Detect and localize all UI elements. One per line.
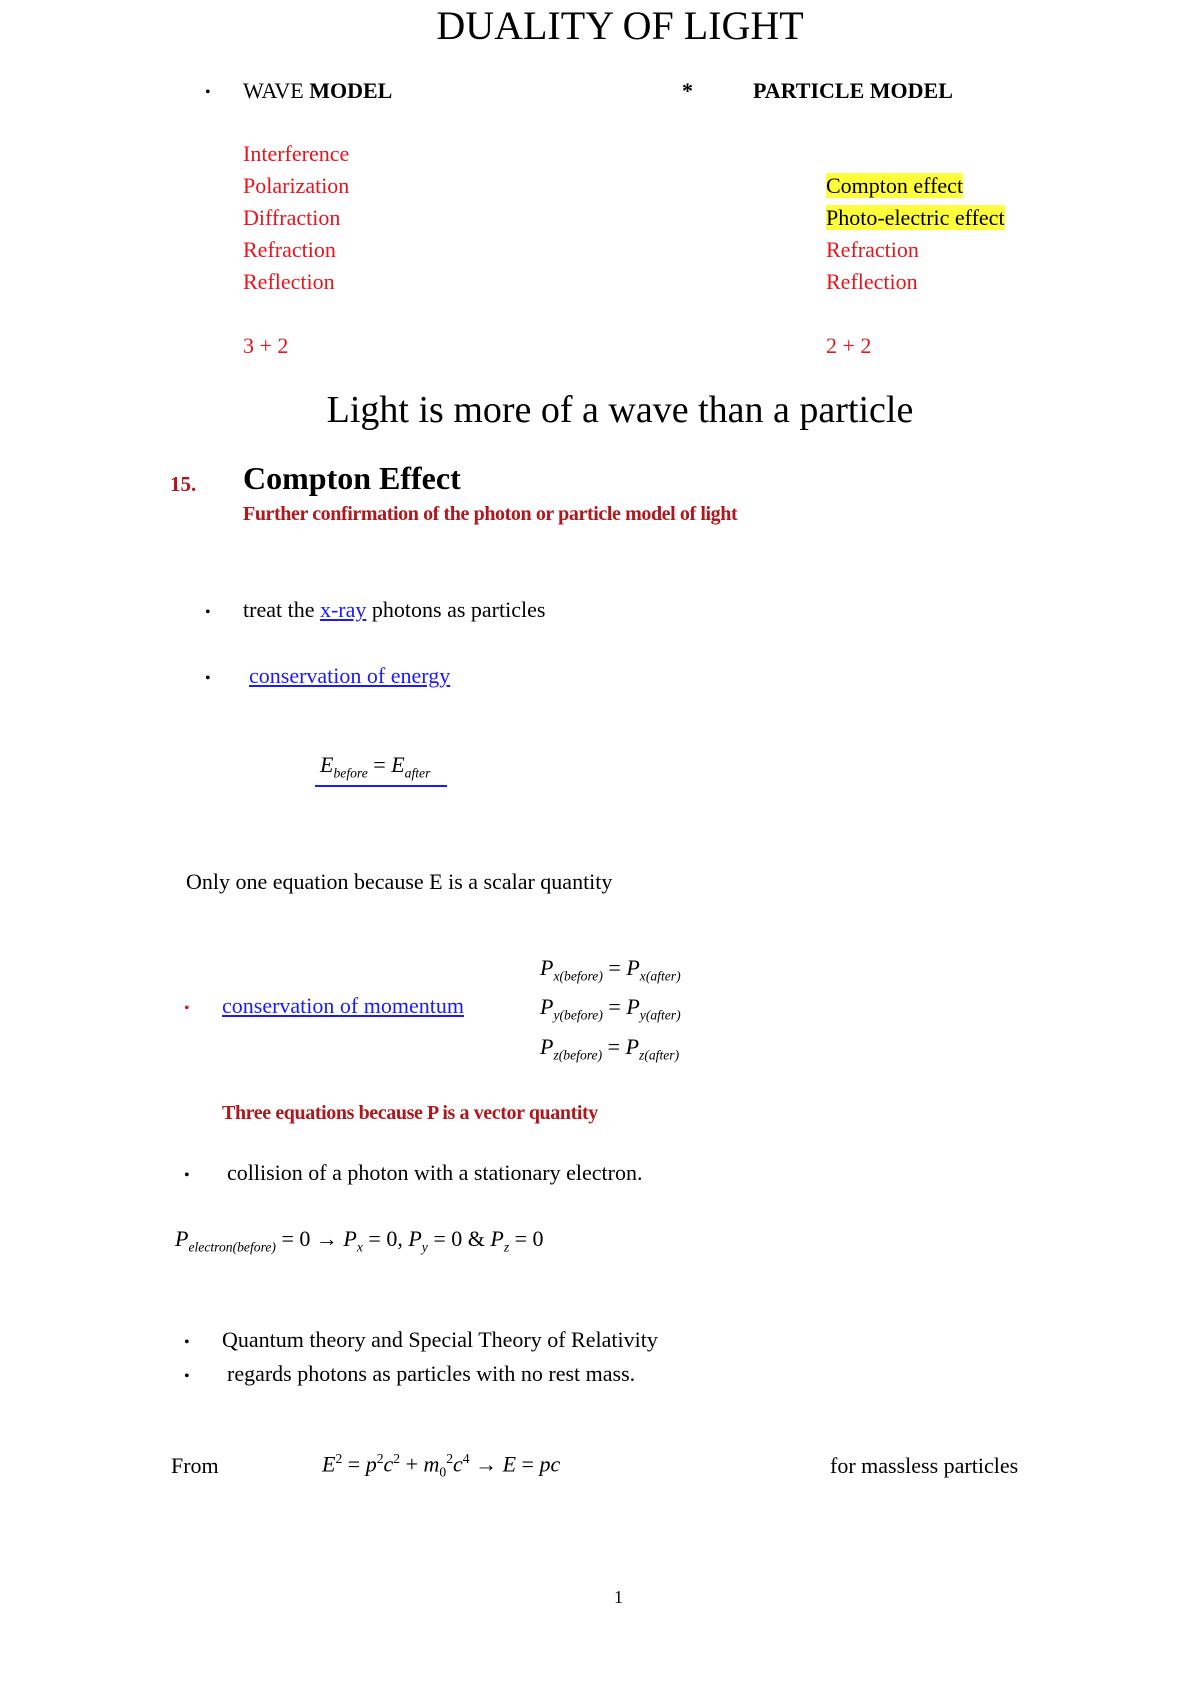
page-number: 1 [614,1587,623,1607]
bullet: • [205,604,211,621]
section-subheading: Further confirmation of the photon or particle model of light [243,503,738,525]
separator: * [682,78,693,103]
bullet: • [205,84,211,101]
from-label: From [171,1453,219,1478]
energy-equation: $E_{before} = E_{after}$ [320,752,431,781]
section-number: 15. [170,472,197,496]
wave-item: Diffraction [243,205,341,230]
particle-item: Compton effect [826,173,964,198]
electron-momentum-equation: $P_{electron(before)} = 0 \to P_x = 0$, $P_y = 0$ & $P_z = 0$ [175,1226,544,1255]
wave-item: Interference [243,141,350,166]
particle-model-label: PARTICLE MODEL [753,78,953,103]
momentum-link[interactable]: conservation of momentum [222,993,464,1018]
momentum-equation-z: $P_{z(before)} = P_{z(after)}$ [540,1034,680,1063]
quantum-bullet: Quantum theory and Special Theory of Relativity [222,1327,658,1352]
conclusion: Light is more of a wave than a particle [326,389,914,431]
xray-link[interactable]: x-ray [319,597,367,622]
energy-equation-underline [315,785,447,787]
particle-score: 2 + 2 [826,333,872,358]
wave-item: Refraction [243,237,336,262]
momentum-note: Three equations because P is a vector quantity [222,1102,598,1124]
momentum-equation-y: $P_{y(before)} = P_{y(after)}$ [540,994,681,1023]
wave-item: Polarization [243,173,350,198]
particle-item: Photo-electric effect [826,205,1005,230]
bullet: • [184,1167,190,1184]
energy-momentum-equation: $E^2 = p^2c^2 + m_0^2c^4 \to E$ = pc [322,1451,561,1480]
xray-bullet: treat the x-ray photons as particles [243,597,546,622]
wave-item: Reflection [243,269,335,294]
bullet: • [184,1334,190,1351]
wave-score: 3 + 2 [243,333,289,358]
momentum-equation-x: $P_{x(before)} = P_{x(after)}$ [540,955,681,984]
wave-model-label: WAVE MODEL [243,78,393,103]
massless-note: for massless particles [830,1453,1019,1478]
bullet: • [184,1000,190,1017]
collision-bullet: collision of a photon with a stationary electron. [227,1160,643,1185]
page-title: DUALITY OF LIGHT [436,3,804,48]
particle-item: Refraction [826,237,919,262]
bullet: • [205,670,211,687]
section-heading: Compton Effect [243,460,461,496]
particle-item: Reflection [826,269,918,294]
energy-link[interactable]: conservation of energy [249,663,451,688]
rest-mass-bullet: regards photons as particles with no rest mass. [227,1361,636,1386]
energy-note: Only one equation because E is a scalar quantity [186,869,613,894]
bullet: • [184,1368,190,1385]
